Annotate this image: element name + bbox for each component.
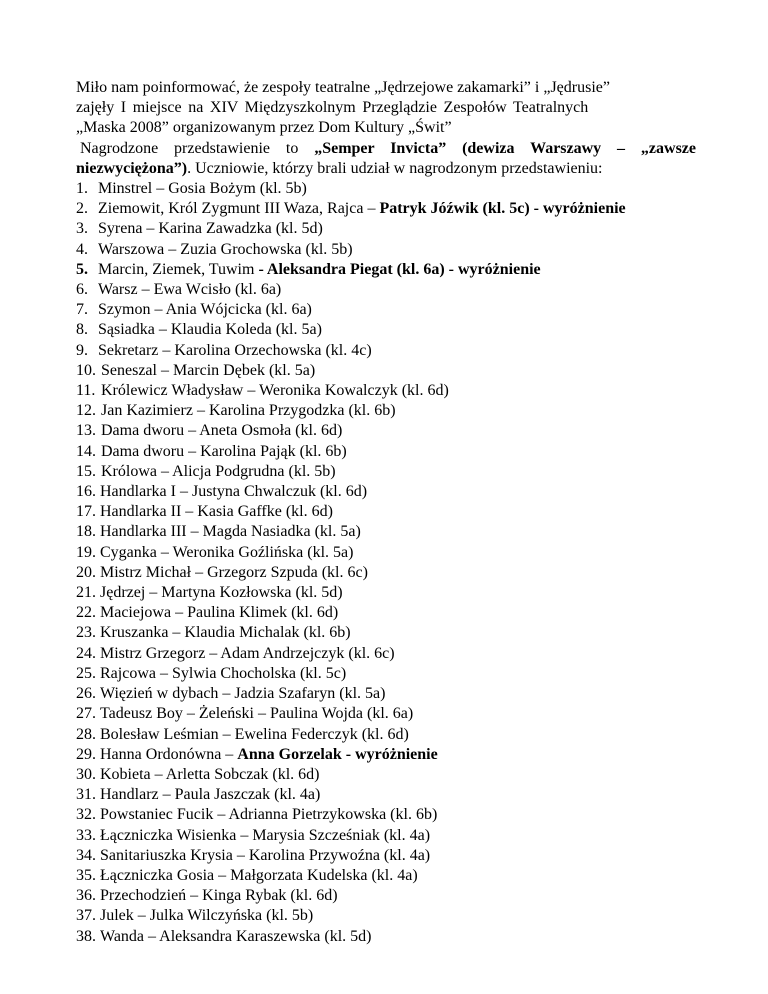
list-item <box>76 684 696 704</box>
list-item-number: 9. <box>76 341 88 359</box>
list-item-highlight: Patryk Jóźwik (kl. 5c) - wyróżnienie <box>379 200 626 218</box>
list-item <box>76 381 696 401</box>
list-item-text: Powstaniec Fucik – Adrianna Pietrzykowska (kl. 6b) <box>100 806 438 824</box>
list-item <box>76 300 696 320</box>
list-item-text: Julek – Julka Wilczyńska (kl. 5b) <box>100 907 314 925</box>
list-item-number: 7. <box>76 301 88 319</box>
list-item <box>76 361 696 381</box>
list-item-text: Minstrel – Gosia Bożym (kl. 5b) <box>98 180 307 198</box>
list-item-text: Handlarka III – Magda Nasiadka (kl. 5a) <box>100 523 361 541</box>
list-item-number: 8. <box>76 321 88 339</box>
list-item-number: 2. <box>76 200 88 218</box>
intro-paragraph <box>76 78 696 139</box>
list-item-number: 30. <box>76 765 96 783</box>
list-item-text: Łączniczka Wisienka – Marysia Szcześniak (kl. 4a) <box>100 826 431 844</box>
list-item <box>76 644 696 664</box>
list-item-number: 11. <box>76 382 96 400</box>
list-item <box>76 765 696 785</box>
award-prefix: Nagrodzone przedstawienie to <box>80 139 315 157</box>
list-item-number: 3. <box>76 220 88 238</box>
list-item <box>76 583 696 603</box>
list-item-number: 15. <box>76 462 96 480</box>
list-item <box>76 199 696 219</box>
document-page <box>76 78 696 947</box>
list-item-text: Królewicz Władysław – Weronika Kowalczyk (kl. 6d) <box>101 382 449 400</box>
award-title: „Semper Invicta” (dewiza Warszawy – „zawsze niezwyciężona”) <box>76 139 696 177</box>
list-item-number: 25. <box>76 664 96 682</box>
list-item-text: Sekretarz – Karolina Orzechowska (kl. 4c) <box>98 341 372 359</box>
list-item-number: 14. <box>76 442 96 460</box>
list-item-highlight: Anna Gorzelak - wyróżnienie <box>237 745 438 763</box>
list-item-text: Hanna Ordonówna – <box>100 745 238 763</box>
list-item-text: Sanitariuszka Krysia – Karolina Przywoźna (kl. 4a) <box>100 846 431 864</box>
list-item <box>76 219 696 239</box>
list-item <box>76 886 696 906</box>
list-item-number: 12. <box>76 402 96 420</box>
list-item-number: 13. <box>76 422 96 440</box>
list-item-number: 36. <box>76 887 96 905</box>
list-item-text: Dama dworu – Karolina Pająk (kl. 6b) <box>101 442 347 460</box>
list-item <box>76 260 696 280</box>
list-item-text: Królowa – Alicja Podgrudna (kl. 5b) <box>101 462 336 480</box>
list-item-text: Więzień w dybach – Jadzia Szafaryn (kl. 5a) <box>100 685 386 703</box>
list-item <box>76 745 696 765</box>
list-item-text: Tadeusz Boy – Żeleński – Paulina Wojda (kl. 6a) <box>100 705 414 723</box>
list-item <box>76 927 696 947</box>
list-item-text: Wanda – Aleksandra Karaszewska (kl. 5d) <box>100 927 372 945</box>
list-item-number: 19. <box>76 543 96 561</box>
intro-line-1: Miło nam poinformować, że zespoły teatralne „Jędrzejowe zakamarki” i „Jędrusie” <box>76 79 610 96</box>
list-item-number: 10. <box>76 361 96 379</box>
list-item-number: 16. <box>76 483 96 501</box>
list-item-number: 18. <box>76 523 96 541</box>
list-item-text: Warsz – Ewa Wcisło (kl. 6a) <box>98 281 282 299</box>
list-item-number: 28. <box>76 725 96 743</box>
list-item <box>76 826 696 846</box>
list-item <box>76 401 696 421</box>
list-item <box>76 704 696 724</box>
list-item <box>76 462 696 482</box>
list-item-number: 23. <box>76 624 96 642</box>
list-item-number: 35. <box>76 866 96 884</box>
cast-list <box>76 179 696 947</box>
list-item <box>76 421 696 441</box>
list-item-number: 31. <box>76 786 96 804</box>
list-item <box>76 240 696 260</box>
list-item-number: 1. <box>76 180 88 198</box>
list-item <box>76 664 696 684</box>
list-item <box>76 341 696 361</box>
list-item-number: 38. <box>76 927 96 945</box>
list-item-text: Przechodzień – Kinga Rybak (kl. 6d) <box>100 887 338 905</box>
award-paragraph <box>76 139 696 179</box>
list-item-text: Maciejowa – Paulina Klimek (kl. 6d) <box>100 604 339 622</box>
list-item-number: 6. <box>76 281 88 299</box>
list-item-text: Handlarka II – Kasia Gaffke (kl. 6d) <box>100 503 333 521</box>
list-item-text: Cyganka – Weronika Goźlińska (kl. 5a) <box>100 543 354 561</box>
list-item <box>76 280 696 300</box>
list-item <box>76 906 696 926</box>
list-item-number: 5. <box>76 260 88 278</box>
list-item-text: Szymon – Ania Wójcicka (kl. 6a) <box>98 301 312 319</box>
list-item-text: Sąsiadka – Klaudia Koleda (kl. 5a) <box>98 321 322 339</box>
list-item-number: 24. <box>76 644 96 662</box>
list-item-number: 22. <box>76 604 96 622</box>
list-item-number: 17. <box>76 503 96 521</box>
list-item <box>76 785 696 805</box>
list-item <box>76 805 696 825</box>
list-item-text: Warszowa – Zuzia Grochowska (kl. 5b) <box>98 240 353 258</box>
list-item-number: 37. <box>76 907 96 925</box>
award-suffix: . Uczniowie, którzy brali udział w nagrodzonym przedstawieniu: <box>187 159 603 177</box>
list-item <box>76 603 696 623</box>
list-item-text: Marcin, Ziemek, Tuwim <box>98 260 259 278</box>
list-item-text: Dama dworu – Aneta Osmoła (kl. 6d) <box>101 422 343 440</box>
list-item-text: Jędrzej – Martyna Kozłowska (kl. 5d) <box>100 584 343 602</box>
list-item-number: 33. <box>76 826 96 844</box>
list-item <box>76 442 696 462</box>
list-item-text: Handlarz – Paula Jaszczak (kl. 4a) <box>100 786 321 804</box>
list-item-text: Bolesław Leśmian – Ewelina Federczyk (kl. 6d) <box>100 725 409 743</box>
list-item-number: 27. <box>76 705 96 723</box>
list-item-text: Syrena – Karina Zawadzka (kl. 5d) <box>98 220 323 238</box>
list-item <box>76 179 696 199</box>
list-item <box>76 320 696 340</box>
list-item <box>76 866 696 886</box>
list-item-text: Kruszanka – Klaudia Michalak (kl. 6b) <box>100 624 351 642</box>
list-item-number: 26. <box>76 685 96 703</box>
list-item-text: Handlarka I – Justyna Chwalczuk (kl. 6d) <box>100 483 368 501</box>
list-item-number: 21. <box>76 584 96 602</box>
list-item-highlight: - Aleksandra Piegat (kl. 6a) - wyróżnienie <box>258 260 541 278</box>
list-item <box>76 846 696 866</box>
list-item <box>76 502 696 522</box>
intro-line-2: zajęły I miejsce na XIV Międzyszkolnym Przeglądzie Zespołów Teatralnych <box>76 99 589 117</box>
list-item-text: Mistrz Michał – Grzegorz Szpuda (kl. 6c) <box>100 563 368 581</box>
list-item-number: 4. <box>76 240 88 258</box>
list-item-number: 20. <box>76 563 96 581</box>
list-item-text: Łączniczka Gosia – Małgorzata Kudelska (kl. 4a) <box>100 866 418 884</box>
list-item-text: Mistrz Grzegorz – Adam Andrzejczyk (kl. 6c) <box>100 644 395 662</box>
list-item <box>76 482 696 502</box>
list-item-text: Kobieta – Arletta Sobczak (kl. 6d) <box>100 765 320 783</box>
list-item-text: Rajcowa – Sylwia Chocholska (kl. 5c) <box>100 664 347 682</box>
list-item <box>76 543 696 563</box>
list-item-number: 34. <box>76 846 96 864</box>
list-item-text: Jan Kazimierz – Karolina Przygodzka (kl. 6b) <box>101 402 396 420</box>
list-item-text: Seneszal – Marcin Dębek (kl. 5a) <box>101 361 316 379</box>
intro-line-3: „Maska 2008” organizowanym przez Dom Kultury „Świt” <box>76 119 452 137</box>
list-item <box>76 563 696 583</box>
list-item <box>76 725 696 745</box>
list-item <box>76 623 696 643</box>
list-item-text: Ziemowit, Król Zygmunt III Waza, Rajca – <box>98 200 380 218</box>
list-item-number: 32. <box>76 806 96 824</box>
list-item-number: 29. <box>76 745 96 763</box>
list-item <box>76 522 696 542</box>
